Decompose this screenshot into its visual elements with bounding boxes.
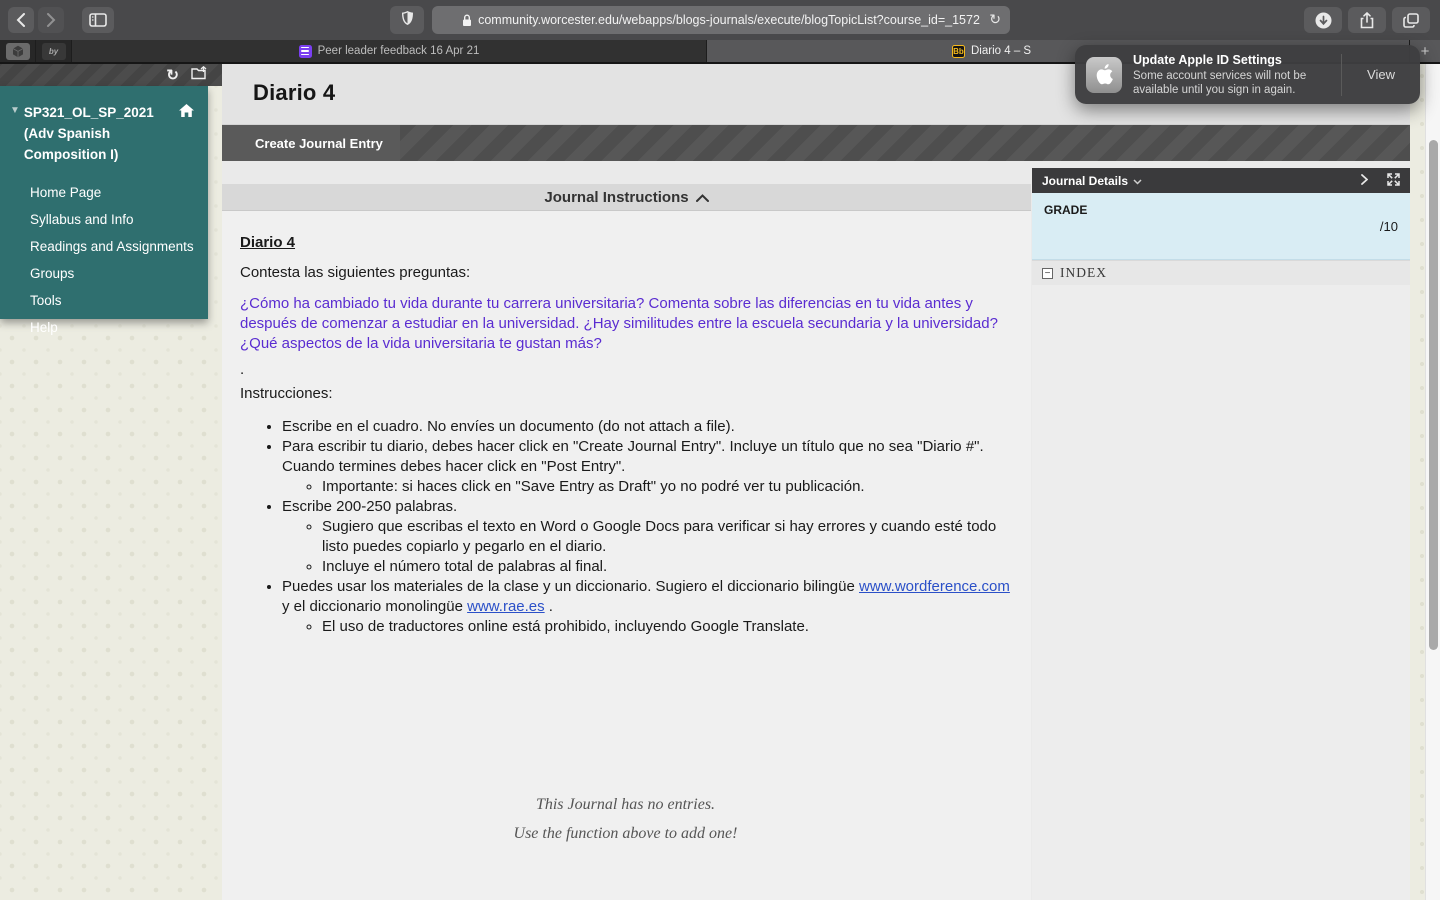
share-button[interactable]: [1348, 7, 1386, 33]
page-title: Diario 4: [253, 80, 336, 105]
purple-list-icon: [299, 45, 312, 58]
inline-link[interactable]: www.wordference.com: [859, 578, 1010, 595]
journal-details-title: Journal Details: [1042, 173, 1129, 188]
by-logo-icon: by: [42, 43, 66, 60]
new-tab-button[interactable]: +: [1410, 40, 1440, 62]
address-bar[interactable]: [432, 6, 1010, 34]
sidebar-item-groups[interactable]: Groups: [30, 266, 75, 281]
vertical-scrollbar[interactable]: [1425, 64, 1440, 900]
reload-icon[interactable]: ↻: [989, 11, 1001, 27]
instruction-bullet: [282, 497, 1011, 577]
tab-title: Peer leader feedback 16 Apr 21: [317, 45, 480, 57]
sidebar-item-tools[interactable]: Tools: [30, 293, 62, 308]
bullet-text: Escribe en el cuadro. No envíes un documento (do not attach a file).: [282, 418, 735, 435]
sidebar-toggle-button[interactable]: [82, 7, 114, 33]
course-menu-toolbar: [0, 64, 222, 86]
action-bar: [222, 125, 1410, 161]
tab-overview-button[interactable]: [1392, 7, 1430, 33]
apple-id-notification[interactable]: [1075, 45, 1420, 104]
forward-icon: [46, 13, 56, 27]
instruction-sub-bullet: [322, 477, 1011, 497]
page-right-margin: [1410, 64, 1425, 900]
journal-details-header[interactable]: [1032, 168, 1410, 193]
instructions-label: Instrucciones:: [240, 385, 333, 402]
shield-icon: [401, 10, 414, 31]
index-collapse-icon[interactable]: −: [1042, 268, 1053, 279]
instruction-sub-bullet: [322, 557, 1011, 577]
tab-peer-leader-feedback[interactable]: [72, 40, 707, 62]
dot-line: .: [240, 361, 245, 378]
tabs-overview-icon: [1403, 13, 1419, 28]
sidebar-item-home-page[interactable]: Home Page: [30, 185, 102, 200]
instruction-sub-bullet: [322, 517, 1011, 557]
course-title: SP321_OL_SP_2021 (Adv Spanish Composition I): [23, 105, 154, 162]
instruction-bullet: [282, 437, 1011, 497]
bullet-text: El uso de traductores online está prohibido, incluyendo Google Translate.: [322, 618, 809, 635]
sidebar-item-syllabus-and-info[interactable]: Syllabus and Info: [30, 212, 134, 227]
empty-state-line1: This Journal has no entries.: [535, 796, 716, 813]
journal-instructions-body: [222, 211, 1031, 844]
forward-button[interactable]: [38, 7, 64, 33]
sidebar-item-readings-and-assignments[interactable]: Readings and Assignments: [30, 239, 194, 254]
instructions-list: [240, 417, 1011, 637]
chevron-right-icon[interactable]: [1361, 174, 1368, 188]
address-url: community.worcester.edu/webapps/blogs-journals/execute/blogTopicList?course_id=_1572: [478, 13, 980, 27]
index-section[interactable]: [1032, 260, 1410, 285]
bullet-text: Para escribir tu diario, debes hacer click en "Create Journal Entry". Incluye un título que no sea "Diario #". Cuando termines debes hacer click en "Post Entry".: [282, 438, 984, 475]
course-header[interactable]: [0, 86, 208, 171]
apple-icon: [1086, 57, 1122, 93]
instruction-bullet: [282, 577, 1011, 637]
web-page: [0, 62, 1440, 900]
pinned-tab-2[interactable]: [36, 40, 72, 62]
open-folder-icon[interactable]: [191, 66, 208, 85]
journal-details-panel: [1032, 168, 1410, 900]
tab-title: Diario 4 – S: [971, 45, 1032, 57]
share-icon: [1360, 12, 1374, 29]
empty-state: [240, 795, 1011, 844]
bullet-text: Escribe 200-250 palabras.: [282, 498, 458, 515]
inline-link[interactable]: www.rae.es: [467, 598, 545, 615]
refresh-icon[interactable]: ↻: [166, 67, 179, 84]
lock-icon: [462, 14, 472, 27]
instruction-sublist: [282, 517, 1011, 577]
journal-main-area: [222, 184, 1031, 900]
create-journal-entry-button[interactable]: Create Journal Entry: [222, 125, 400, 161]
course-menu: [0, 179, 208, 341]
back-button[interactable]: [8, 7, 34, 33]
expand-icon[interactable]: [1387, 173, 1400, 189]
browser-toolbar: [0, 0, 1440, 40]
notification-title: Update Apple ID Settings: [1133, 52, 1282, 67]
grade-label: GRADE: [1044, 203, 1088, 217]
bullet-text: Puedes usar los materiales de la clase y un diccionario. Sugiero el diccionario bilingüe: [282, 578, 859, 595]
bullet-text: Importante: si haces click en "Save Entry as Draft" yo no podré ver tu publicación.: [322, 478, 865, 495]
instruction-sublist: [282, 477, 1011, 497]
grade-value: /10: [1379, 219, 1398, 234]
blackboard-bb-icon: Bb: [953, 46, 964, 56]
instruction-sublist: [282, 617, 1011, 637]
bullet-text: .: [544, 598, 553, 615]
chevron-down-icon: [1133, 174, 1142, 188]
empty-state-line2: Use the function above to add one!: [513, 825, 738, 842]
cube-icon: [6, 43, 30, 60]
chevron-down-icon: ▼: [10, 105, 20, 116]
sidebar-toggle-icon: [89, 13, 107, 27]
notification-body: Some account services will not be available until you sign in again.: [1133, 69, 1307, 96]
grade-section: [1032, 193, 1410, 260]
bullet-text: y el diccionario monolingüe: [282, 598, 468, 615]
instruction-sub-bullet: [322, 617, 1011, 637]
pinned-tab-1[interactable]: [0, 40, 36, 62]
journal-instructions-header[interactable]: [222, 184, 1031, 211]
index-label: INDEX: [1060, 265, 1107, 280]
notification-texts: [1133, 53, 1333, 97]
downloads-button[interactable]: [1304, 7, 1342, 33]
instruction-bullet: [282, 417, 1011, 437]
sidebar-item-help[interactable]: Help: [30, 320, 58, 335]
privacy-shield-button[interactable]: [390, 6, 424, 34]
bullet-text: Sugiero que escribas el texto en Word o Google Docs para verificar si hay errores y cuando esté todo listo puedes copiarlo y pegarlo en el diario.: [322, 518, 997, 555]
back-icon: [16, 13, 26, 27]
home-icon[interactable]: [178, 103, 195, 165]
course-navigation-panel: [0, 86, 208, 335]
instructions-intro: Contesta las siguientes preguntas:: [240, 264, 471, 281]
scrollbar-thumb[interactable]: [1429, 140, 1438, 650]
collapse-chevron-icon: [696, 189, 709, 206]
journal-instructions-title: Journal Instructions: [544, 188, 689, 206]
content-frame: [222, 64, 1410, 900]
notification-view-button[interactable]: View: [1367, 67, 1395, 82]
instructions-subtitle: Diario 4: [240, 234, 296, 251]
download-icon: [1315, 12, 1332, 29]
journal-prompt: ¿Cómo ha cambiado tu vida durante tu carrera universitaria? Comenta sobre las diferencias en tu vida antes y después de comenzar a estudiar en la universidad. ¿Hay similitudes entre la escuela secundaria y la universidad? ¿Qué aspectos de la vida universitaria te gustan más?: [240, 295, 998, 352]
bullet-text: Incluye el número total de palabras al final.: [322, 558, 608, 575]
